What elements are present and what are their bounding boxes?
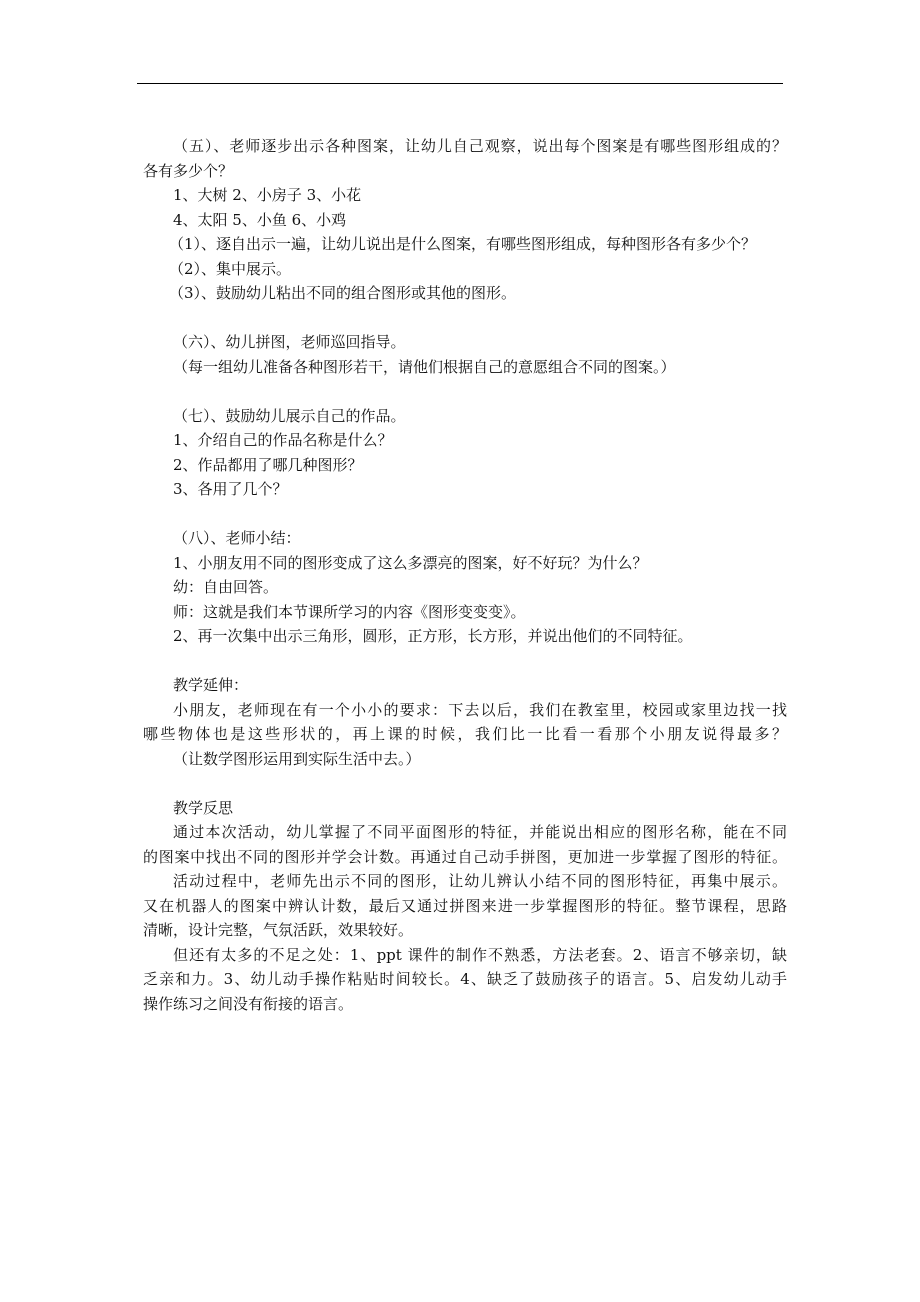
section5-intro-line-1: （五）、老师逐步出示各种图案，让幼儿自己观察，说出每个图案是有哪些图形组成的？ [173,137,787,155]
spacer [143,771,787,796]
section6-title: （六）、幼儿拼图，老师巡回指导。 [173,333,406,351]
header-rule [137,83,783,84]
section8-line-1: 1、小朋友用不同的图形变成了这么多漂亮的图案，好不好玩？为什么？ [173,553,648,572]
reflection-para2-line-2: 又在机器人的图案中辨认计数，最后又通过拼图来进一步掌握图形的特征。整节课程，思路 [143,896,787,915]
section5-intro-line-2: 各有多少个？ [143,161,234,180]
section5-step-2: （2）、集中展示。 [169,259,292,278]
reflection-para2-line-1: 活动过程中，老师先出示不同的图形，让幼儿辨认小结不同的图形特征，再集中展示。 [173,872,787,890]
section8-line-3: 师：这就是我们本节课所学习的内容《图形变变变》。 [173,602,526,621]
section8-line-2: 幼：自由回答。 [173,578,279,596]
reflection-para3-line-1: 但还有太多的不足之处：1、ppt 课件的制作不熟悉，方法老套。2、语言不够亲切，缺 [173,945,787,964]
spacer [143,649,787,674]
reflection-para3-line-2: 乏亲和力。3、幼儿动手操作粘贴时间较长。4、缺乏了鼓励孩子的语言。5、启发幼儿动手 [143,970,787,988]
reflection-title: 教学反思 [173,798,234,817]
section5-step-3: （3）、鼓励幼儿粘出不同的组合图形或其他的图形。 [169,284,517,302]
spacer [143,502,787,527]
section5-step-1: （1）、逐自出示一遍，让幼儿说出是什么图案，有哪些图形组成，每种图形各有多少个？ [169,235,757,253]
extension-paragraph-line-2: 哪些物体也是这些形状的，再上课的时候，我们比一比看一看那个小朋友说得最多？ [143,725,787,743]
section6-note: （每一组幼儿准备各种图形若干，请他们根据自己的意愿组合不同的图案。） [173,357,676,376]
spacer [143,379,787,404]
section8-line-4: 2、再一次集中出示三角形，圆形，正方形，长方形，并说出他们的不同特征。 [173,627,693,645]
section8-title: （八）、老师小结： [173,529,301,547]
extension-paragraph-line-1: 小朋友，老师现在有一个小小的要求：下去以后，我们在教室里，校园或家里边找一找 [173,700,787,719]
reflection-para1-line-1: 通过本次活动，幼儿掌握了不同平面图形的特征，并能说出相应的图形名称，能在不同 [173,823,787,841]
extension-note: （让数学图形运用到实际生活中去。） [173,749,421,768]
reflection-para1-line-2: 的图案中找出不同的图形并学会计数。再通过自己动手拼图，更加进一步掌握了图形的特征。 [143,847,787,866]
section5-items-line-2: 4、太阳 5、小鱼 6、小鸡 [173,210,347,229]
section7-title: （七）、鼓励幼儿展示自己的作品。 [173,406,406,425]
spacer [143,306,787,331]
document-body [143,134,787,1016]
section7-question-1: 1、介绍自己的作品名称是什么？ [173,431,393,449]
section7-question-3: 3、各用了几个？ [173,480,288,498]
section7-question-2: 2、作品都用了哪几种图形？ [173,455,363,474]
extension-title: 教学延伸： [173,676,249,694]
section5-items-line-1: 1、大树 2、小房子 3、小花 [173,186,362,204]
reflection-para3-line-3: 操作练习之间没有衔接的语言。 [143,994,354,1013]
reflection-para2-line-3: 清晰，设计完整，气氛活跃，效果较好。 [143,921,414,939]
